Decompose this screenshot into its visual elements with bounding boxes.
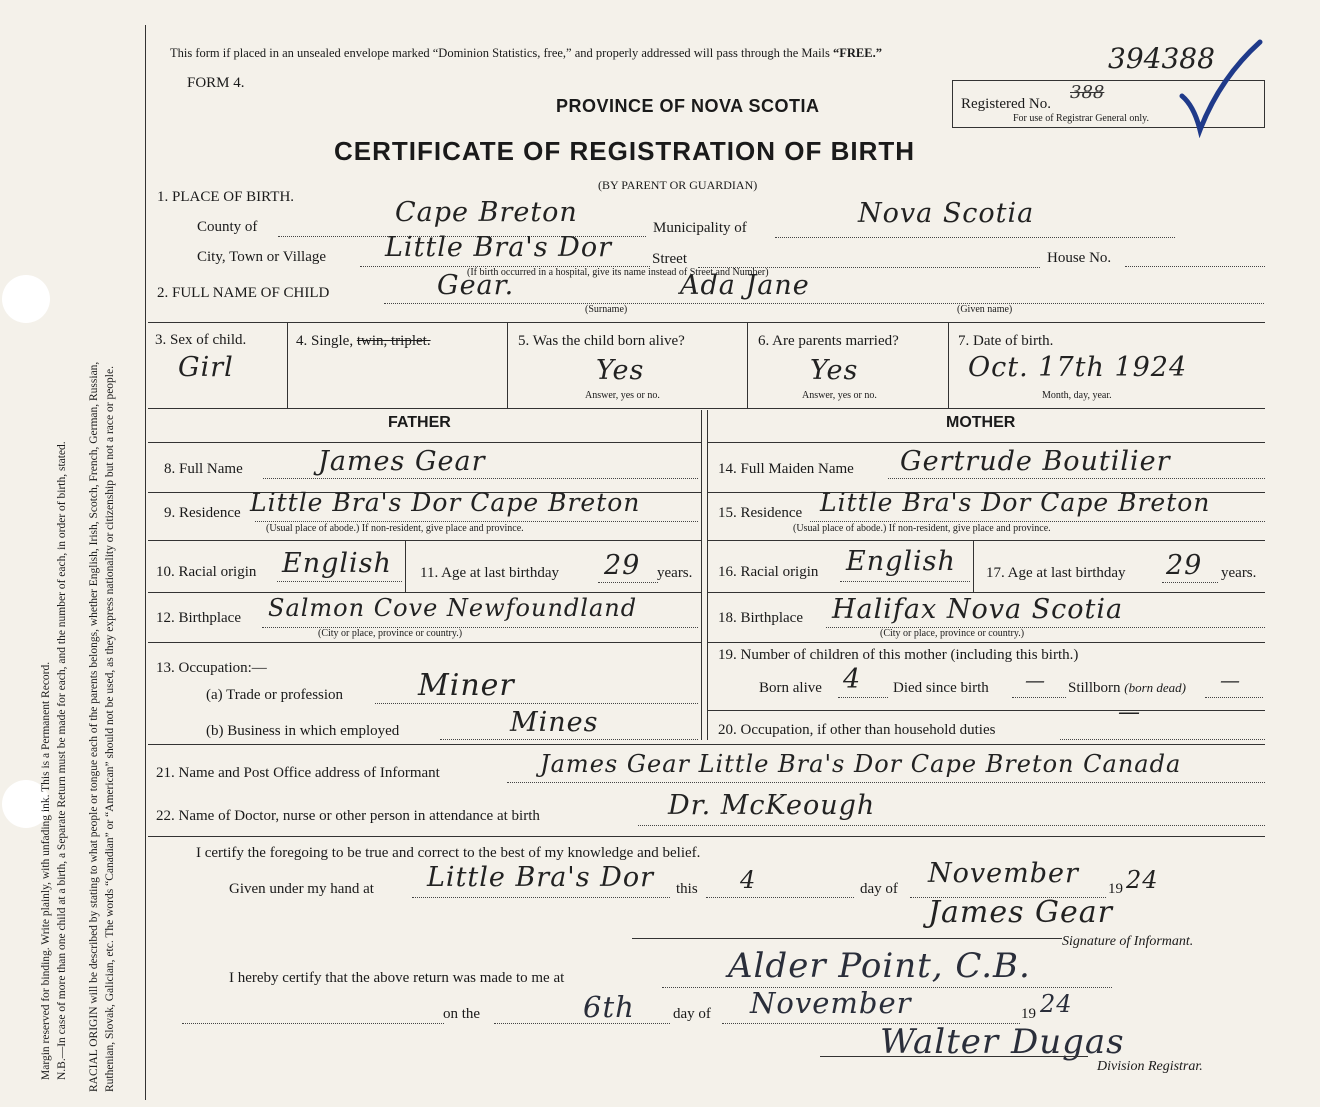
mother-occupation-label: 20. Occupation, if other than household duties (718, 722, 996, 738)
father-birthplace-label: 12. Birthplace (156, 610, 241, 626)
registrar-place: Alder Point, C.B. (728, 946, 1031, 986)
parents-married-caption: Answer, yes or no. (802, 390, 877, 401)
registrar-month: November (750, 986, 912, 1020)
sex-label: 3. Sex of child. (155, 332, 247, 348)
registered-label: Registered No. (961, 96, 1051, 112)
certify-statement: I certify the foregoing to be true and correct to the best of my knowledge and belief. (196, 845, 701, 861)
father-trade: Miner (418, 668, 515, 703)
father-residence-label: 9. Residence (164, 505, 241, 521)
mother-birthplace-note: (City or place, province or country.) (880, 628, 1025, 639)
given-day: 4 (740, 866, 757, 894)
date-of-birth-label: 7. Date of birth. (958, 333, 1054, 349)
this-label: this (676, 881, 698, 897)
registrar-signature: Walter Dugas (880, 1022, 1125, 1062)
single-label: 4. Single, twin, triplet. (296, 333, 431, 349)
died-since-birth: — (1025, 668, 1046, 692)
registrar-year-prefix: 19 (1021, 1006, 1036, 1022)
given-place: Little Bra's Dor (427, 862, 654, 893)
occupation-label: 13. Occupation:— (156, 660, 267, 676)
city-label: City, Town or Village (197, 249, 327, 265)
margin-border (145, 25, 146, 1100)
postal-note: This form if placed in an unsealed envelope marked “Dominion Statistics, free,” and properly addressed will pass through the Mails “FREE.” (170, 46, 882, 60)
given-month: November (928, 858, 1079, 889)
page-subtitle: (BY PARENT OR GUARDIAN) (598, 178, 758, 192)
given-under-hand-label: Given under my hand at (229, 881, 374, 897)
given-name-caption: (Given name) (957, 304, 1013, 315)
informant-value: James Gear Little Bra's Dor Cape Breton Canada (540, 750, 1182, 778)
father-birthplace-note: (City or place, province or country.) (318, 628, 463, 639)
given-day-of-label: day of (860, 881, 898, 897)
born-alive-count-label: Born alive (759, 680, 822, 696)
margin-line-4: Ruthenian, Slovak, Galician, etc. The words “Canadian” or “American” should not be used, as they express nationality or citizenship but not a race or people. (104, 366, 116, 1092)
registered-number: 394388 (1108, 42, 1215, 75)
father-residence-note: (Usual place of abode.) If non-resident, give place and province. (266, 523, 524, 534)
registrar-note: For use of Registrar General only. (1013, 113, 1149, 124)
registrar-day-of-label: day of (673, 1006, 711, 1022)
form-number: FORM 4. (187, 75, 245, 91)
margin-line-2: N.B.—In case of more than one child at a birth, a Separate Return must be made for each, and the number of each, in order of birth, stated. (56, 441, 68, 1080)
mother-birthplace-label: 18. Birthplace (718, 610, 803, 626)
margin-notes (0, 0, 150, 1107)
on-the-label: on the (443, 1006, 481, 1022)
child-name-label: 2. FULL NAME OF CHILD (157, 285, 330, 301)
born-alive-label: 5. Was the child born alive? (518, 333, 685, 349)
father-business: Mines (510, 707, 599, 738)
municipality-label: Municipality of (653, 220, 747, 236)
hospital-note: (If birth occurred in a hospital, give its name instead of Street and Number) (467, 267, 769, 278)
father-racial-label: 10. Racial origin (156, 564, 257, 580)
father-name: James Gear (318, 446, 486, 477)
date-of-birth-value: Oct. 17th 1924 (968, 352, 1188, 383)
mother-birthplace: Halifax Nova Scotia (832, 594, 1124, 625)
parents-married-value: Yes (810, 355, 859, 386)
mother-name: Gertrude Boutilier (900, 446, 1171, 477)
father-heading: FATHER (388, 414, 451, 431)
municipality-value: Nova Scotia (858, 198, 1035, 229)
mother-residence: Little Bra's Dor Cape Breton (820, 488, 1211, 517)
mother-age: 29 (1166, 550, 1203, 581)
sex-value: Girl (178, 352, 234, 383)
stillborn-label: Stillborn (born dead) (1068, 680, 1187, 696)
father-age-years: years. (657, 565, 693, 581)
doctor-value: Dr. McKeough (668, 790, 876, 821)
born-alive-caption: Answer, yes or no. (585, 390, 660, 401)
mother-racial: English (846, 546, 956, 577)
died-since-birth-label: Died since birth (893, 680, 989, 696)
surname-caption: (Surname) (585, 304, 628, 315)
mother-racial-label: 16. Racial origin (718, 564, 819, 580)
mother-residence-label: 15. Residence (718, 505, 803, 521)
place-of-birth-label: 1. PLACE OF BIRTH. (157, 189, 295, 205)
mother-age-years: years. (1221, 565, 1257, 581)
father-residence: Little Bra's Dor Cape Breton (250, 488, 641, 517)
registered-struck-number: 388 (1070, 82, 1105, 103)
born-alive-count: 4 (843, 664, 862, 695)
given-year-prefix: 19 (1108, 881, 1123, 897)
county-value: Cape Breton (395, 197, 578, 228)
margin-line-1: Margin reserved for binding. Write plainly, with unfading ink. This is a Permanent Record. (40, 661, 52, 1080)
date-of-birth-caption: Month, day, year. (1042, 390, 1112, 401)
mother-residence-note: (Usual place of abode.) If non-resident, give place and province. (793, 523, 1051, 534)
doctor-label: 22. Name of Doctor, nurse or other person in attendance at birth (156, 808, 540, 824)
children-count-label: 19. Number of children of this mother (including this birth.) (718, 647, 1079, 663)
province-heading: PROVINCE OF NOVA SCOTIA (556, 96, 820, 116)
child-given-name: Ada Jane (680, 270, 810, 301)
trade-label: (a) Trade or profession (206, 687, 344, 703)
county-label: County of (197, 219, 258, 235)
informant-label: 21. Name and Post Office address of Informant (156, 765, 440, 781)
mother-occupation: — (1118, 700, 1141, 725)
father-age-label: 11. Age at last birthday (420, 565, 559, 581)
father-birthplace: Salmon Cove Newfoundland (268, 594, 638, 622)
house-number-label: House No. (1047, 250, 1112, 266)
stillborn: — (1220, 668, 1241, 692)
father-name-label: 8. Full Name (164, 461, 243, 477)
registrar-statement: I hereby certify that the above return was made to me at (229, 970, 565, 986)
informant-signature: James Gear (928, 895, 1113, 930)
margin-line-3: RACIAL ORIGIN will be described by stating to what people or tongue each of the parents belongs, whether English, Irish, Scotch, French, German, Russian, (88, 361, 100, 1092)
parents-married-label: 6. Are parents married? (758, 333, 899, 349)
registrar-signature-caption: Division Registrar. (1097, 1059, 1203, 1074)
informant-signature-caption: Signature of Informant. (1062, 934, 1194, 949)
business-label: (b) Business in which employed (206, 723, 400, 739)
mother-heading: MOTHER (946, 414, 1016, 431)
registrar-year: 24 (1040, 990, 1073, 1018)
check-mark-icon (1160, 38, 1270, 138)
father-racial: English (282, 548, 392, 579)
mother-name-label: 14. Full Maiden Name (718, 461, 854, 477)
born-alive-value: Yes (596, 355, 645, 386)
page-title: CERTIFICATE OF REGISTRATION OF BIRTH (334, 136, 916, 166)
child-surname: Gear. (437, 270, 515, 301)
given-year: 24 (1126, 866, 1159, 894)
father-age: 29 (604, 550, 641, 581)
street-label: Street (652, 251, 687, 267)
mother-age-label: 17. Age at last birthday (986, 565, 1126, 581)
registrar-day: 6th (583, 990, 635, 1024)
city-value: Little Bra's Dor (385, 232, 612, 263)
